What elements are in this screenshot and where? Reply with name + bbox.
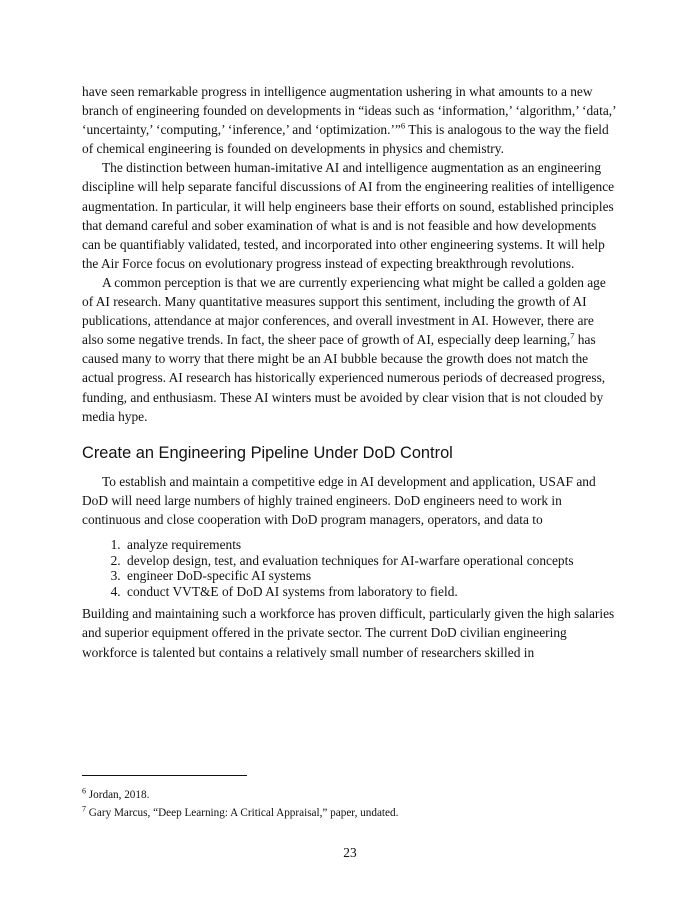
body-paragraph-5: Building and maintaining such a workforce has proven difficult, particularly given the high salaries and superior equipment offered in the private sector. The current DoD civilian engineering workforce is talented but contains a relatively small number of researchers skilled in (82, 606, 615, 660)
paragraph-text: A common perception is that we are currently experiencing what might be called a golden age of AI research. Many quantitative measures support this sentiment, including the growth of AI publications, attendance at major conferences, and overall investment in AI. However, there are also some negative trends. In fact, the sheer pace of growth of AI, especially deep learning, (82, 274, 606, 348)
list-item: 1. analyze requirements (124, 537, 618, 553)
footnote-text: Gary Marcus, “Deep Learning: A Critical Appraisal,” paper, undated. (88, 807, 399, 819)
footnote-text: Jordan, 2018. (88, 789, 150, 801)
footnote-7 (82, 804, 618, 822)
footnote-6 (82, 786, 618, 804)
body-paragraph-3 (82, 273, 618, 426)
body-paragraph-2: The distinction between human-imitative AI and intelligence augmentation as an engineering discipline will help separate fanciful discussions of AI from the engineering realities of intelligence augmentation. In particular, it will help engineers base their efforts on sound, established principles that demand careful and sober examination of what is and is not feasible and how developments can be quantifiably validated, tested, and incorporated into other engineering systems. It will help the Air Force focus on evolutionary progress instead of expecting breakthrough revolutions. (82, 160, 615, 271)
footnote-reference-6[interactable]: 6 (400, 120, 406, 131)
body-paragraph-1 (82, 82, 618, 158)
footnote-divider (82, 775, 247, 776)
footnote-number: 7 (82, 804, 86, 814)
paragraph-text: have seen remarkable progress in intelligence augmentation ushering in what amounts to a new branch of engineering founded on developments in “ideas such as ‘information,’ ‘algorithm,’ ‘data,’ ‘uncertainty,’ ‘computing,’ ‘inference,’ and ‘optimization.’” (82, 84, 616, 138)
list-item: 3. engineer DoD-specific AI systems (124, 568, 618, 584)
section-heading: Create an Engineering Pipeline Under DoD Control (82, 443, 453, 462)
footnote-reference-7[interactable]: 7 (570, 330, 575, 341)
footnotes (82, 786, 618, 822)
page-number: 23 (343, 845, 357, 860)
list-item: 4. conduct VVT&E of DoD AI systems from laboratory to field. (124, 584, 618, 600)
list-item: 2. develop design, test, and evaluation techniques for AI-warfare operational concepts (124, 553, 618, 569)
footnote-number: 6 (82, 786, 86, 796)
body-paragraph-4: To establish and maintain a competitive edge in AI development and application, USAF and DoD will need large numbers of highly trained engineers. DoD engineers need to work in continuous and close cooperation with DoD program managers, operators, and data to (82, 473, 596, 527)
paragraph-text-continued: This is analogous to the way the field of chemical engineering is founded on developments in physics and chemistry. (82, 122, 609, 157)
requirements-list (82, 537, 618, 599)
page-body (82, 82, 618, 662)
paragraph-text-continued: has caused many to worry that there might be an AI bubble because the growth does not match the actual progress. AI research has historically experienced numerous periods of decreased progress, funding, and enthusiasm. These AI winters must be avoided by clear vision that is not clouded by media hype. (82, 332, 606, 424)
